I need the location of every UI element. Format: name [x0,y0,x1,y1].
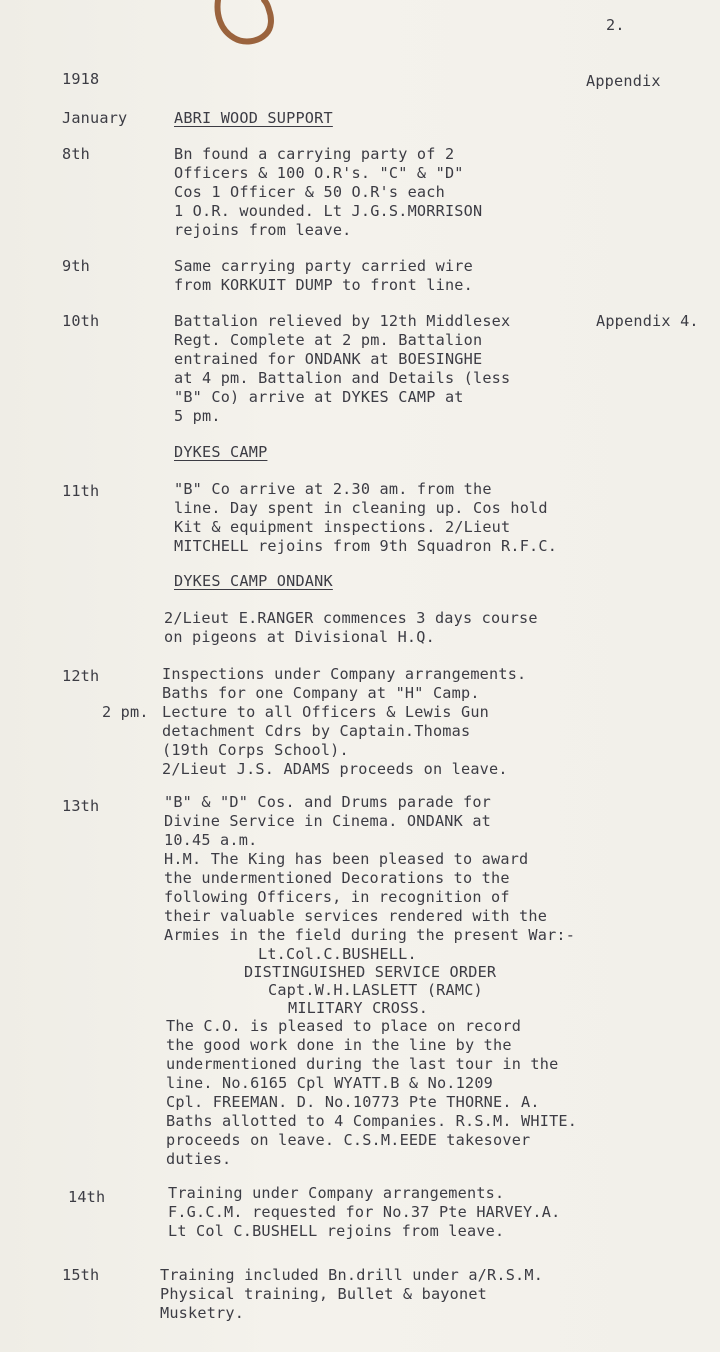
entry-text-13th-b [166,1017,577,1169]
entry-line: "B" & "D" Cos. and Drums parade for [164,793,492,811]
entry-line: (19th Corps School). [162,741,349,759]
entry-line: The C.O. is pleased to place on record [166,1017,522,1035]
entry-line: Training under Company arrangements. [168,1184,505,1202]
entry-date-9th: 9th [62,257,91,275]
entry-line: Cos 1 Officer & 50 O.R's each [174,183,445,201]
entry-line: Same carrying party carried wire [174,257,473,275]
entry-text-15th [160,1266,543,1323]
entry-line: Armies in the field during the present War:- [164,926,576,944]
entry-date-11th: 11th [62,482,100,500]
honour-dso: DISTINGUISHED SERVICE ORDER [244,963,497,981]
entry-line: the good work done in the line by the [166,1036,512,1054]
entry-line: Physical training, Bullet & bayonet [160,1285,488,1303]
entry-line: line. No.6165 Cpl WYATT.B & No.1209 [166,1074,494,1092]
entry-line: Lecture to all Officers & Lewis Gun [162,703,490,721]
entry-line: Divine Service in Cinema. ONDANK at [164,812,492,830]
entry-text-14th [168,1184,560,1241]
entry-date-8th: 8th [62,145,91,163]
appendix-heading: Appendix [586,72,661,90]
entry-line: rejoins from leave. [174,221,352,239]
honour-military-cross: MILITARY CROSS. [288,999,429,1017]
entry-line: Officers & 100 O.R's. "C" & "D" [174,164,464,182]
entry-line: from KORKUIT DUMP to front line. [174,276,473,294]
rust-stain-mark [212,0,276,50]
section-heading-dykes-ondank: DYKES CAMP ONDANK [174,572,333,590]
entry-text-9th [174,257,473,295]
honour-name-bushell: Lt.Col.C.BUSHELL. [258,945,417,963]
entry-line: Lt Col C.BUSHELL rejoins from leave. [168,1222,505,1240]
entry-line: Battalion relieved by 12th Middlesex [174,312,511,330]
entry-date-13th: 13th [62,797,100,815]
entry-text-10th [174,312,510,426]
entry-line: Kit & equipment inspections. 2/Lieut [174,518,511,536]
entry-line: "B" Co arrive at 2.30 am. from the [174,480,492,498]
entry-line: following Officers, in recognition of [164,888,510,906]
entry-date-14th: 14th [68,1188,106,1206]
entry-line: H.M. The King has been pleased to award [164,850,529,868]
entry-line: on pigeons at Divisional H.Q. [164,628,435,646]
entry-line: "B" Co) arrive at DYKES CAMP at [174,388,464,406]
month-label: January [62,109,128,127]
entry-text-12th [162,665,526,779]
entry-text-ranger [164,609,538,647]
entry-line: the undermentioned Decorations to the [164,869,510,887]
entry-line: MITCHELL rejoins from 9th Squadron R.F.C. [174,537,558,555]
entry-line: 10.45 a.m. [164,831,258,849]
entry-line: Baths allotted to 4 Companies. R.S.M. WHITE. [166,1112,578,1130]
section-heading-abri: ABRI WOOD SUPPORT [174,109,333,127]
year-heading: 1918 [62,70,100,88]
entry-line: at 4 pm. Battalion and Details (less [174,369,511,387]
entry-line: undermentioned during the last tour in the [166,1055,559,1073]
entry-line: 5 pm. [174,407,221,425]
entry-line: proceeds on leave. C.S.M.EEDE takesover [166,1131,531,1149]
entry-line: Inspections under Company arrangements. [162,665,527,683]
entry-line: 1 O.R. wounded. Lt J.G.S.MORRISON [174,202,483,220]
entry-line: entrained for ONDANK at BOESINGHE [174,350,483,368]
section-heading-dykes: DYKES CAMP [174,443,268,461]
entry-line: Musketry. [160,1304,245,1322]
entry-time-2pm: 2 pm. [102,703,149,721]
entry-line: Bn found a carrying party of 2 [174,145,455,163]
entry-line: 2/Lieut E.RANGER commences 3 days course [164,609,538,627]
entry-text-13th-a [164,793,575,945]
entry-line: their valuable services rendered with the [164,907,548,925]
entry-text-8th [174,145,482,240]
entry-line: F.G.C.M. requested for No.37 Pte HARVEY.A. [168,1203,561,1221]
entry-line: Baths for one Company at "H" Camp. [162,684,480,702]
entry-line: duties. [166,1150,232,1168]
entry-line: 2/Lieut J.S. ADAMS proceeds on leave. [162,760,508,778]
entry-line: detachment Cdrs by Captain.Thomas [162,722,471,740]
honour-name-laslett: Capt.W.H.LASLETT (RAMC) [268,981,483,999]
entry-date-15th: 15th [62,1266,100,1284]
appendix-reference: Appendix 4. [596,312,699,330]
entry-line: Regt. Complete at 2 pm. Battalion [174,331,483,349]
entry-line: Training included Bn.drill under a/R.S.M. [160,1266,544,1284]
entry-line: line. Day spent in cleaning up. Cos hold [174,499,548,517]
entry-line: Cpl. FREEMAN. D. No.10773 Pte THORNE. A. [166,1093,540,1111]
entry-date-12th: 12th [62,667,100,685]
entry-date-10th: 10th [62,312,100,330]
entry-text-11th [174,480,557,556]
page-number: 2. [606,16,625,34]
